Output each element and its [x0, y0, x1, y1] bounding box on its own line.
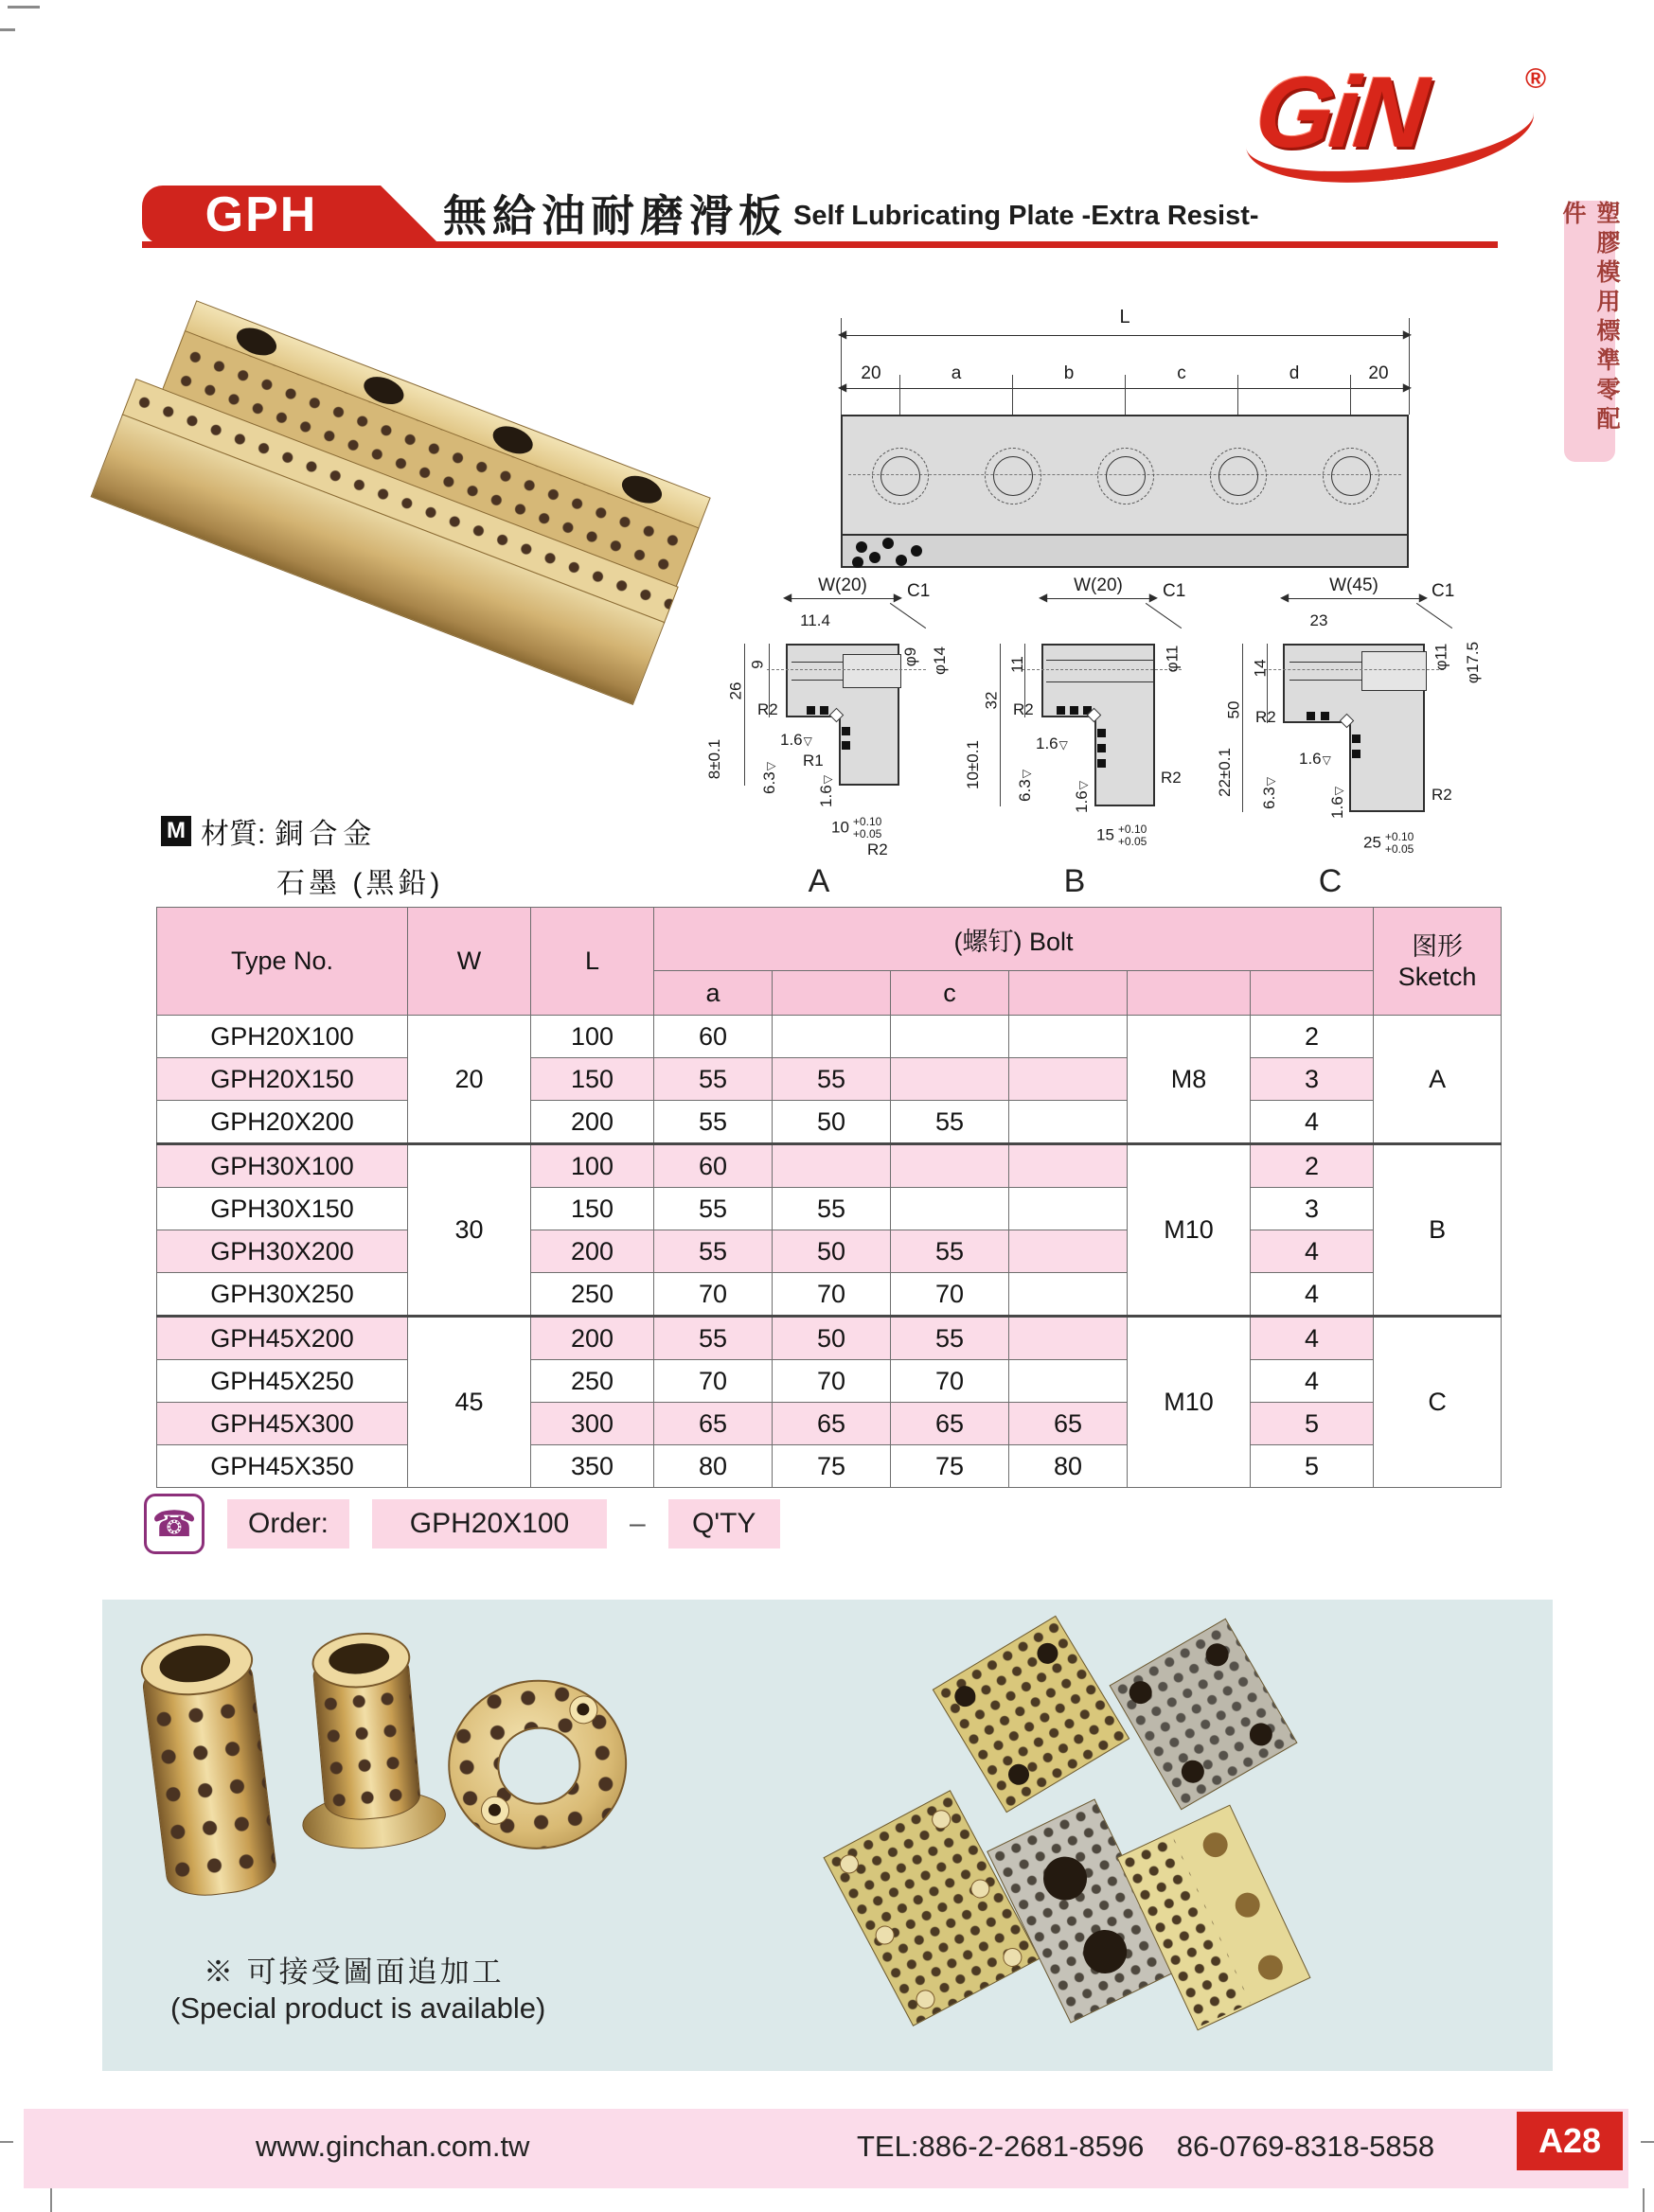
table-row	[157, 1016, 1502, 1058]
cell-d	[1009, 1188, 1128, 1230]
dim-f2: 6.3 ▽	[1016, 770, 1035, 802]
table-row	[157, 1144, 1502, 1188]
cell-c: 55	[891, 1230, 1009, 1273]
table-row	[157, 1360, 1502, 1403]
crop-mark	[0, 2141, 13, 2143]
cell-a: 55	[654, 1101, 773, 1144]
material-note	[161, 810, 443, 901]
plate-photo	[1116, 1805, 1310, 2031]
cell-qty: 4	[1251, 1273, 1374, 1317]
cell-type: GPH45X300	[157, 1403, 408, 1445]
cell-d	[1009, 1273, 1128, 1317]
dim-r-top: R2	[757, 700, 778, 718]
dim-dia-small: φ11	[1163, 645, 1182, 673]
cell-a: 60	[654, 1144, 773, 1188]
cell-type: GPH20X100	[157, 1016, 408, 1058]
dim-dia-small: φ11	[1432, 643, 1450, 671]
series-badge-slant	[381, 186, 439, 244]
seg-d: d	[1289, 363, 1300, 383]
cell-a: 55	[654, 1230, 773, 1273]
material-label: 材質:	[201, 819, 266, 850]
top-view-drawing	[841, 282, 1411, 568]
dim-f1: 1.6 ▽	[780, 731, 812, 750]
tol-lo: +0.05	[852, 827, 882, 841]
dim-step-value: 15	[1096, 825, 1114, 844]
dim-dia-small: φ9	[901, 646, 920, 667]
crop-mark	[0, 28, 15, 31]
dim-c1: C1	[1432, 581, 1455, 601]
series-badge	[142, 186, 381, 244]
brand-logo	[1245, 52, 1557, 194]
cell-b: 55	[773, 1188, 891, 1230]
dim-length: L	[1119, 307, 1130, 327]
dim-h2: 32	[982, 691, 1001, 710]
material-badge: M	[161, 816, 191, 846]
cell-sketch: A	[1374, 1016, 1502, 1144]
cell-a: 55	[654, 1058, 773, 1101]
cell-qty: 4	[1251, 1317, 1374, 1360]
table-row	[157, 1403, 1502, 1445]
page-title-zh: 無給油耐磨滑板	[443, 191, 788, 240]
cell-c: 70	[891, 1273, 1009, 1317]
crop-mark	[1641, 2141, 1654, 2143]
table-row	[157, 1317, 1502, 1360]
order-example-code: GPH20X100	[372, 1499, 607, 1548]
cell-l: 150	[531, 1188, 654, 1230]
sketch-label-c: C	[1318, 863, 1343, 899]
cell-b: 50	[773, 1101, 891, 1144]
cell-d	[1009, 1360, 1128, 1403]
sketch-label-b: B	[1063, 863, 1086, 899]
sub-header-c: c	[891, 971, 1009, 1016]
seg-b: b	[1063, 363, 1075, 383]
col-header-l: L	[531, 908, 654, 1016]
footer-tel1: TEL:886-2-2681-8596	[857, 2130, 1145, 2163]
dim-h3: 10±0.1	[963, 740, 982, 789]
dim-h2: 50	[1224, 700, 1243, 719]
plate-photo	[933, 1616, 1130, 1814]
tol-lo: +0.05	[1384, 842, 1414, 856]
dim-inner-w: 23	[1309, 611, 1328, 629]
special-note-en: (Special product is available)	[170, 1991, 546, 2025]
side-tab	[1559, 201, 1620, 462]
dim-f2: 6.3 ▽	[1260, 777, 1279, 809]
sketch-label-a: A	[808, 863, 830, 899]
crop-mark	[50, 2188, 52, 2212]
table-row	[157, 1230, 1502, 1273]
cell-w: 45	[408, 1317, 531, 1488]
cell-d: 65	[1009, 1403, 1128, 1445]
cell-b: 50	[773, 1230, 891, 1273]
cell-l: 150	[531, 1058, 654, 1101]
cell-type: GPH30X150	[157, 1188, 408, 1230]
cell-type: GPH20X150	[157, 1058, 408, 1101]
cell-l: 200	[531, 1317, 654, 1360]
order-qty: Q'TY	[668, 1499, 780, 1548]
sub-header-a: a	[654, 971, 773, 1016]
seg-20-right: 20	[1368, 363, 1389, 383]
sub-header-d	[1009, 971, 1128, 1016]
registered-mark: ®	[1525, 63, 1547, 95]
cell-a: 55	[654, 1188, 773, 1230]
crop-mark	[8, 6, 40, 9]
cell-type: GPH20X200	[157, 1101, 408, 1144]
dim-w: W(45)	[1329, 575, 1378, 595]
col-header-bolt: (螺钉) Bolt	[654, 908, 1374, 971]
cell-qty: 4	[1251, 1101, 1374, 1144]
cell-c: 75	[891, 1445, 1009, 1488]
seg-a: a	[951, 363, 962, 383]
dim-f2: 6.3 ▽	[760, 762, 779, 794]
thrust-washer-photo	[439, 1672, 631, 1854]
cell-b: 50	[773, 1317, 891, 1360]
footer-website: www.ginchan.com.tw	[256, 2130, 530, 2163]
dim-step	[831, 816, 881, 841]
cell-bolt: M10	[1128, 1317, 1251, 1488]
tol-hi: +0.10	[1117, 823, 1147, 836]
cell-d	[1009, 1230, 1128, 1273]
cell-b: 70	[773, 1273, 891, 1317]
cell-type: GPH30X100	[157, 1144, 408, 1188]
cell-d: 80	[1009, 1445, 1128, 1488]
cell-type: GPH30X200	[157, 1230, 408, 1273]
cell-d	[1009, 1016, 1128, 1058]
page-title-en: Self Lubricating Plate -Extra Resist-	[793, 201, 1259, 231]
spec-table	[156, 907, 1502, 1488]
cell-l: 300	[531, 1403, 654, 1445]
dim-r-top: R2	[1255, 708, 1276, 726]
cell-d	[1009, 1144, 1128, 1188]
cell-b: 55	[773, 1058, 891, 1101]
dim-r-bot: R2	[867, 841, 888, 858]
special-note-zh: ※ 可接受圖面追加工	[204, 1955, 505, 1989]
sub-header-bolt-size	[1128, 971, 1251, 1016]
cell-qty: 2	[1251, 1016, 1374, 1058]
section-view-a	[701, 549, 949, 899]
footer-tel2: 86-0769-8318-5858	[1176, 2130, 1435, 2163]
dim-h1: 14	[1251, 659, 1270, 678]
dim-h1: 11	[1007, 656, 1026, 673]
table-row	[157, 1445, 1502, 1488]
cell-l: 200	[531, 1101, 654, 1144]
dim-c1: C1	[1163, 581, 1186, 601]
col-header-type: Type No.	[157, 908, 408, 1016]
cell-bolt: M10	[1128, 1144, 1251, 1317]
dim-r-mid: R1	[803, 752, 824, 770]
table-row	[157, 1188, 1502, 1230]
product-photo	[104, 284, 672, 738]
section-view-c	[1212, 549, 1483, 899]
material-line1: 銅合金	[275, 819, 378, 850]
order-example-row	[144, 1494, 780, 1554]
cell-a: 70	[654, 1273, 773, 1317]
cell-c	[891, 1188, 1009, 1230]
page-number-badge: A28	[1517, 2112, 1623, 2170]
cell-qty: 5	[1251, 1445, 1374, 1488]
cell-l: 100	[531, 1016, 654, 1058]
cell-w: 30	[408, 1144, 531, 1317]
table-row	[157, 1273, 1502, 1317]
dim-inner-w: 11.4	[800, 611, 830, 629]
col-header-sketch	[1374, 908, 1502, 1016]
cell-sketch: B	[1374, 1144, 1502, 1317]
cell-sketch: C	[1374, 1317, 1502, 1488]
dim-w: W(20)	[1074, 575, 1123, 595]
dim-h3: 8±0.1	[705, 738, 724, 780]
plate-photo	[1110, 1619, 1298, 1811]
cell-b: 75	[773, 1445, 891, 1488]
cell-d	[1009, 1058, 1128, 1101]
bushing-photo	[140, 1651, 277, 1903]
cell-c	[891, 1144, 1009, 1188]
plate-photo	[823, 1790, 1040, 2026]
dim-h1: 9	[748, 660, 767, 669]
dim-step-value: 25	[1363, 833, 1381, 852]
cell-d	[1009, 1317, 1128, 1360]
cell-a: 70	[654, 1360, 773, 1403]
cell-type: GPH45X350	[157, 1445, 408, 1488]
cell-c: 70	[891, 1360, 1009, 1403]
cell-qty: 3	[1251, 1058, 1374, 1101]
cell-a: 60	[654, 1016, 773, 1058]
cell-w: 20	[408, 1016, 531, 1144]
cell-qty: 3	[1251, 1188, 1374, 1230]
dim-step-value: 10	[831, 818, 849, 837]
cell-qty: 5	[1251, 1403, 1374, 1445]
product-gallery	[102, 1600, 1553, 2071]
cell-b: 70	[773, 1360, 891, 1403]
cell-l: 250	[531, 1360, 654, 1403]
dim-h3: 22±0.1	[1215, 748, 1234, 797]
dim-h2: 26	[726, 681, 745, 700]
sub-header-b	[773, 971, 891, 1016]
table-row	[157, 1058, 1502, 1101]
col-header-sketch-en: Sketch	[1397, 962, 1477, 991]
dim-c1: C1	[907, 581, 931, 601]
cell-c: 55	[891, 1101, 1009, 1144]
cell-c	[891, 1058, 1009, 1101]
material-line2: 石墨 (黑鉛)	[276, 868, 444, 899]
dim-w: W(20)	[818, 575, 867, 595]
order-dash: –	[630, 1508, 646, 1539]
cell-l: 100	[531, 1144, 654, 1188]
series-code: GPH	[205, 187, 318, 242]
cell-a: 65	[654, 1403, 773, 1445]
dim-dia-big: φ17.5	[1464, 641, 1483, 684]
footer	[24, 2109, 1628, 2188]
cell-d	[1009, 1101, 1128, 1144]
sub-header-qty	[1251, 971, 1374, 1016]
seg-c: c	[1177, 363, 1186, 383]
side-tab-label: 塑膠模用標準零配件	[1559, 201, 1620, 435]
tol-hi: +0.10	[1384, 830, 1414, 843]
dim-dia-big: φ14	[930, 646, 949, 675]
col-header-w: W	[408, 908, 531, 1016]
tol-hi: +0.10	[852, 815, 882, 828]
dim-r-bot: R2	[1432, 786, 1452, 804]
cell-type: GPH45X250	[157, 1360, 408, 1403]
dim-r-top: R2	[1013, 700, 1034, 718]
cell-type: GPH30X250	[157, 1273, 408, 1317]
cell-l: 250	[531, 1273, 654, 1317]
cell-l: 350	[531, 1445, 654, 1488]
phone-icon: ☎	[151, 1504, 197, 1545]
section-view-b	[956, 549, 1193, 899]
cell-b: 65	[773, 1403, 891, 1445]
dim-step	[1096, 823, 1147, 848]
dim-f1: 1.6 ▽	[1299, 750, 1331, 769]
dim-f3: 1.6 ▽	[1328, 787, 1347, 819]
col-header-sketch-zh: 图形	[1412, 931, 1464, 961]
flanged-bushing-photo	[288, 1646, 447, 1861]
cell-bolt: M8	[1128, 1016, 1251, 1144]
cell-qty: 4	[1251, 1230, 1374, 1273]
crop-mark	[1643, 2188, 1645, 2212]
cell-c: 65	[891, 1403, 1009, 1445]
cell-b	[773, 1016, 891, 1058]
brand-name: GiN	[1250, 57, 1430, 168]
cell-a: 55	[654, 1317, 773, 1360]
dim-step	[1363, 831, 1414, 856]
tol-lo: +0.05	[1117, 835, 1147, 848]
cell-c	[891, 1016, 1009, 1058]
cell-l: 200	[531, 1230, 654, 1273]
phone-icon-box	[144, 1494, 205, 1554]
seg-20-left: 20	[861, 363, 881, 383]
footer-phones	[857, 2130, 1434, 2164]
dim-f3: 1.6 ▽	[817, 775, 836, 807]
cell-a: 80	[654, 1445, 773, 1488]
dim-r-bot: R2	[1161, 769, 1182, 787]
table-row	[157, 1101, 1502, 1144]
dim-f1: 1.6 ▽	[1036, 734, 1068, 753]
dim-f3: 1.6 ▽	[1073, 781, 1092, 813]
cell-type: GPH45X200	[157, 1317, 408, 1360]
cell-b	[773, 1144, 891, 1188]
cell-qty: 4	[1251, 1360, 1374, 1403]
cell-c: 55	[891, 1317, 1009, 1360]
order-label: Order:	[227, 1499, 349, 1548]
cell-qty: 2	[1251, 1144, 1374, 1188]
